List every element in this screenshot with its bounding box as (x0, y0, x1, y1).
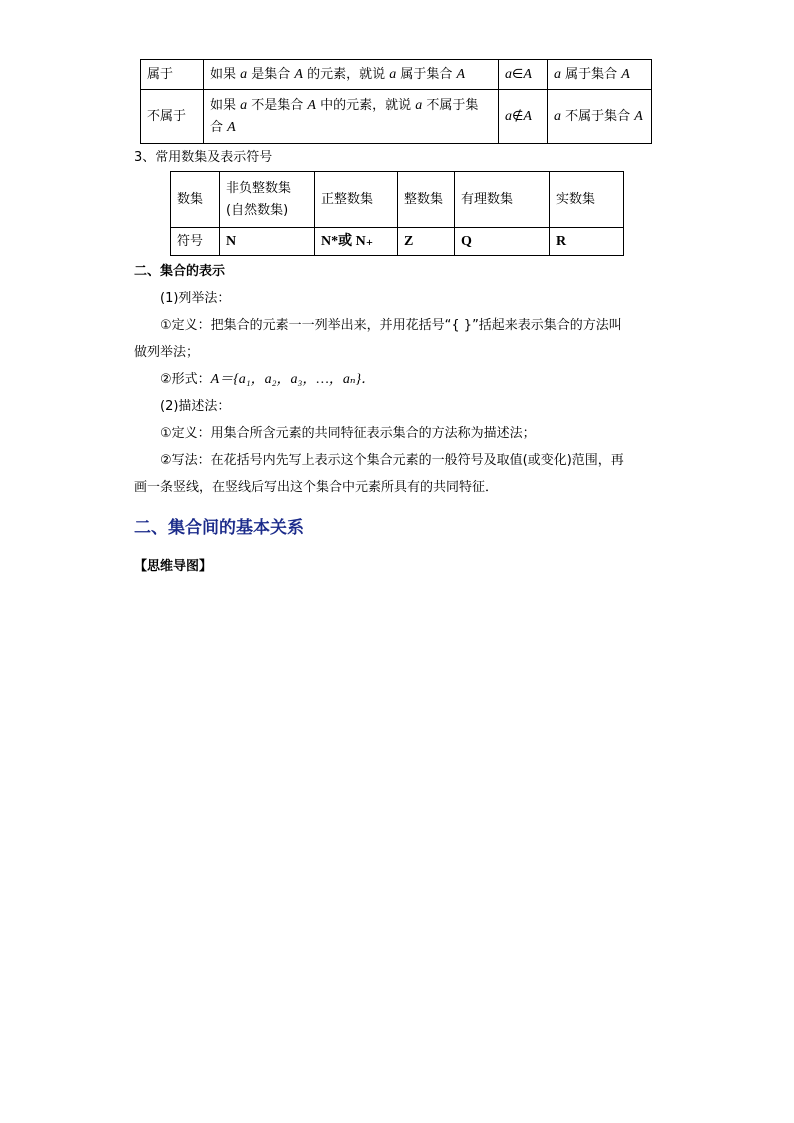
relation-symbol: a∉A (499, 90, 548, 144)
header-cell: 整数集 (398, 172, 455, 228)
relation-name: 不属于 (141, 90, 204, 144)
table-row (171, 228, 624, 256)
desc-method-writing-cont: 画一条竖线，在竖线后写出这个集合中元素所具有的共同特征． (134, 480, 499, 495)
desc-method-writing: ②写法：在花括号内先写上表示这个集合元素的一般符号及取值(或变化)范围，再 (160, 453, 624, 468)
relation-symbol: a∈A (499, 60, 548, 90)
relation-name: 属于 (141, 60, 204, 90)
desc-method-definition: ①定义：用集合所含元素的共同特征表示集合的方法称为描述法； (160, 426, 536, 441)
header-cell: 实数集 (550, 172, 624, 228)
symbol-cell: N (220, 228, 315, 256)
number-sets-table (170, 171, 624, 256)
section-3-title: 3、常用数集及表示符号 (134, 150, 273, 165)
header-cell: 非负整数集 (自然数集) (220, 172, 315, 228)
mindmap-label: 【思维导图】 (134, 559, 213, 574)
section-2-title: 二、集合的表示 (134, 264, 226, 279)
heading-relations: 二、集合间的基本关系 (134, 518, 304, 538)
symbol-cell: R (550, 228, 624, 256)
symbol-cell: Z (398, 228, 455, 256)
table-row (171, 172, 624, 228)
header-cell: 正整数集 (315, 172, 398, 228)
list-method-form: ②形式：A＝{a₁，a₂，a₃，…，aₙ}． (160, 372, 376, 387)
row-label: 符号 (171, 228, 220, 256)
relation-definition: 如果 a 不是集合 A 中的元素，就说 a 不属于集 合 A (204, 90, 499, 144)
list-method-definition: ①定义：把集合的元素一一列举出来，并用花括号“{ }”括起来表示集合的方法叫 (160, 318, 622, 333)
table-row (141, 90, 652, 144)
membership-table (140, 59, 652, 144)
header-cell: 数集 (171, 172, 220, 228)
symbol-cell: N*或 N₊ (315, 228, 398, 256)
symbol-cell: Q (455, 228, 550, 256)
desc-method-title: (2)描述法： (160, 399, 231, 414)
table-row (141, 60, 652, 90)
relation-definition: 如果 a 是集合 A 的元素，就说 a 属于集合 A (204, 60, 499, 90)
relation-reading: a 不属于集合 A (548, 90, 652, 144)
relation-reading: a 属于集合 A (548, 60, 652, 90)
header-cell: 有理数集 (455, 172, 550, 228)
list-method-title: (1)列举法： (160, 291, 231, 306)
list-method-definition-cont: 做列举法； (134, 345, 200, 360)
